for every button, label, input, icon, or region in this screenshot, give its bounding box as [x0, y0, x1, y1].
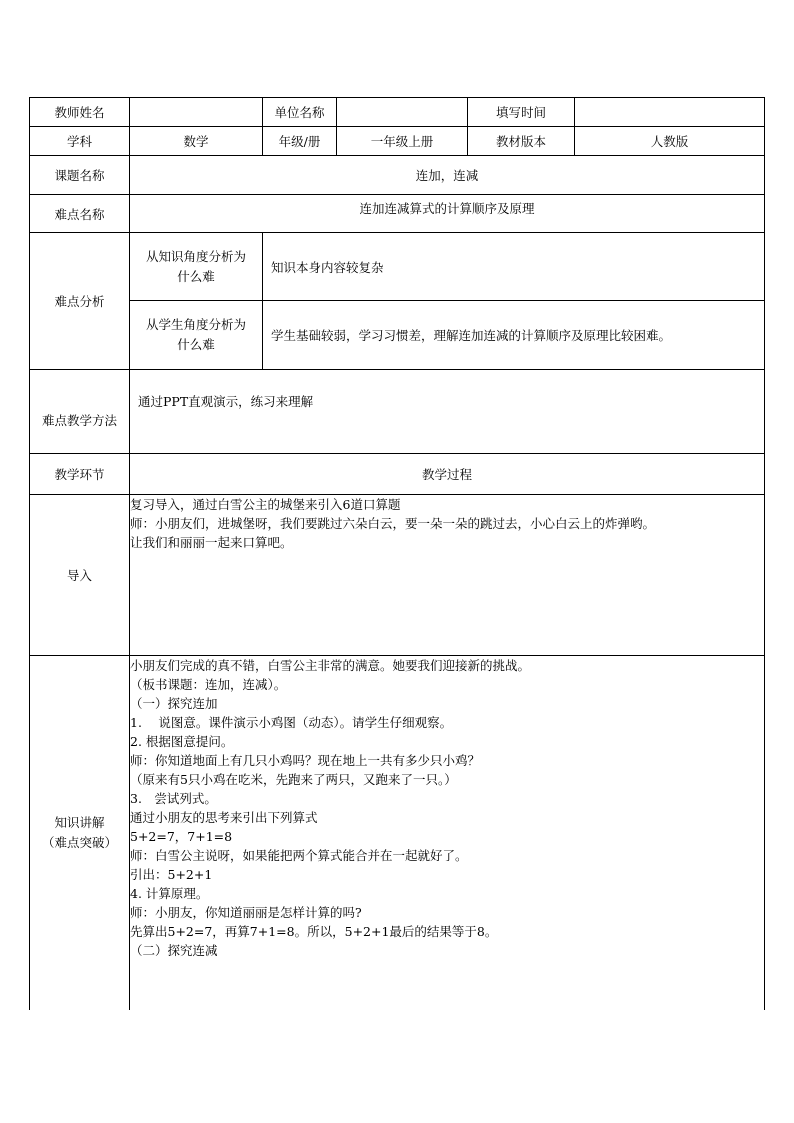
- knowledge-row: [30, 656, 765, 1010]
- knowledge-angle-value: 知识本身内容较复杂: [263, 233, 765, 301]
- grade-value: 一年级上册: [337, 127, 468, 156]
- stage-label: 教学环节: [30, 454, 130, 495]
- intro-label: 导入: [30, 495, 130, 656]
- intro-paragraph-line: 让我们和丽丽一起来口算吧。: [130, 535, 293, 550]
- intro-paragraph-line: 复习导入，通过白雪公主的城堡来引入6道口算题: [130, 497, 401, 512]
- meta-row: [30, 127, 765, 156]
- knowledge-paragraph-line: 师：你知道地面上有几只小鸡吗？现在地上一共有多少只小鸡？: [130, 753, 481, 768]
- student-angle-value: 学生基础较弱，学习习惯差，理解连加连减的计算顺序及原理比较困难。: [263, 301, 765, 370]
- unit-name-field[interactable]: [337, 98, 468, 127]
- knowledge-paragraph-line: （原来有5只小鸡在吃米，先跑来了两只，又跑来了一只。）: [130, 772, 457, 787]
- topic-row: [30, 156, 765, 195]
- analysis-label: 难点分析: [30, 233, 130, 370]
- process-label: 教学过程: [130, 454, 765, 495]
- intro-row: [30, 495, 765, 656]
- fill-date-label: 填写时间: [468, 98, 575, 127]
- intro-lines: [130, 495, 764, 552]
- teacher-name-label: 教师姓名: [30, 98, 130, 127]
- analysis-row-student: [30, 301, 765, 370]
- knowledge-stage-label: [30, 656, 130, 1010]
- unit-name-label: 单位名称: [263, 98, 337, 127]
- method-value: 通过PPT直观演示，练习来理解: [130, 370, 765, 454]
- lesson-plan-table: [29, 97, 765, 1010]
- knowledge-paragraph-line: 小朋友们完成的真不错，白雪公主非常的满意。她要我们迎接新的挑战。: [130, 658, 531, 673]
- knowledge-paragraph-line: 通过小朋友的思考来引出下列算式: [130, 810, 318, 825]
- knowledge-paragraph-line: （板书课题：连加，连减）。: [130, 677, 287, 692]
- edition-label: 教材版本: [468, 127, 575, 156]
- difficulty-label: 难点名称: [30, 195, 130, 233]
- knowledge-paragraph-line: 2. 根据图意提问。: [130, 734, 234, 749]
- method-row: [30, 370, 765, 454]
- knowledge-angle-label: 从知识角度分析为什么难: [130, 233, 263, 301]
- topic-label: 课题名称: [30, 156, 130, 195]
- edition-value: 人教版: [575, 127, 765, 156]
- knowledge-paragraph-line: 4. 计算原理。: [130, 886, 209, 901]
- knowledge-paragraph-line: 先算出5+2=7，再算7+1=8。所以，5+2+1最后的结果等于8。: [130, 924, 498, 939]
- knowledge-label-line1: 知识讲解: [54, 814, 105, 830]
- subject-value: 数学: [130, 127, 263, 156]
- fill-date-field[interactable]: [575, 98, 765, 127]
- grade-label: 年级/册: [263, 127, 337, 156]
- analysis-row-knowledge: [30, 233, 765, 301]
- header-row: [30, 98, 765, 127]
- knowledge-label-line2: （难点突破）: [41, 834, 117, 850]
- process-header-row: [30, 454, 765, 495]
- teacher-name-field[interactable]: [130, 98, 263, 127]
- knowledge-paragraph-line: （一）探究连加: [130, 696, 218, 711]
- knowledge-paragraph-line: 师：小朋友，你知道丽丽是怎样计算的吗?: [130, 905, 362, 920]
- knowledge-paragraph-line: 引出：5+2+1: [130, 867, 213, 882]
- knowledge-paragraph-line: 5+2=7，7+1=8: [130, 829, 233, 844]
- difficulty-row: [30, 195, 765, 233]
- topic-value: 连加，连减: [130, 156, 765, 195]
- subject-label: 学科: [30, 127, 130, 156]
- knowledge-paragraph-line: 3. 尝试列式。: [130, 791, 217, 806]
- intro-paragraph-line: 师：小朋友们，进城堡呀，我们要跳过六朵白云，要一朵一朵的跳过去，小心白云上的炸弹哟。: [130, 516, 656, 531]
- difficulty-value: 连加连减算式的计算顺序及原理: [130, 195, 765, 233]
- knowledge-paragraph-line: 1. 说图意。课件演示小鸡图（动态）。请学生仔细观察。: [130, 715, 453, 730]
- knowledge-paragraph-line: （二）探究连减: [130, 943, 218, 958]
- knowledge-paragraph-line: 师：白雪公主说呀，如果能把两个算式能合并在一起就好了。: [130, 848, 468, 863]
- method-label: 难点教学方法: [30, 370, 130, 454]
- knowledge-lines: [130, 656, 764, 960]
- knowledge-content: [130, 656, 765, 1010]
- student-angle-label: 从学生角度分析为什么难: [130, 301, 263, 370]
- intro-content: [130, 495, 765, 656]
